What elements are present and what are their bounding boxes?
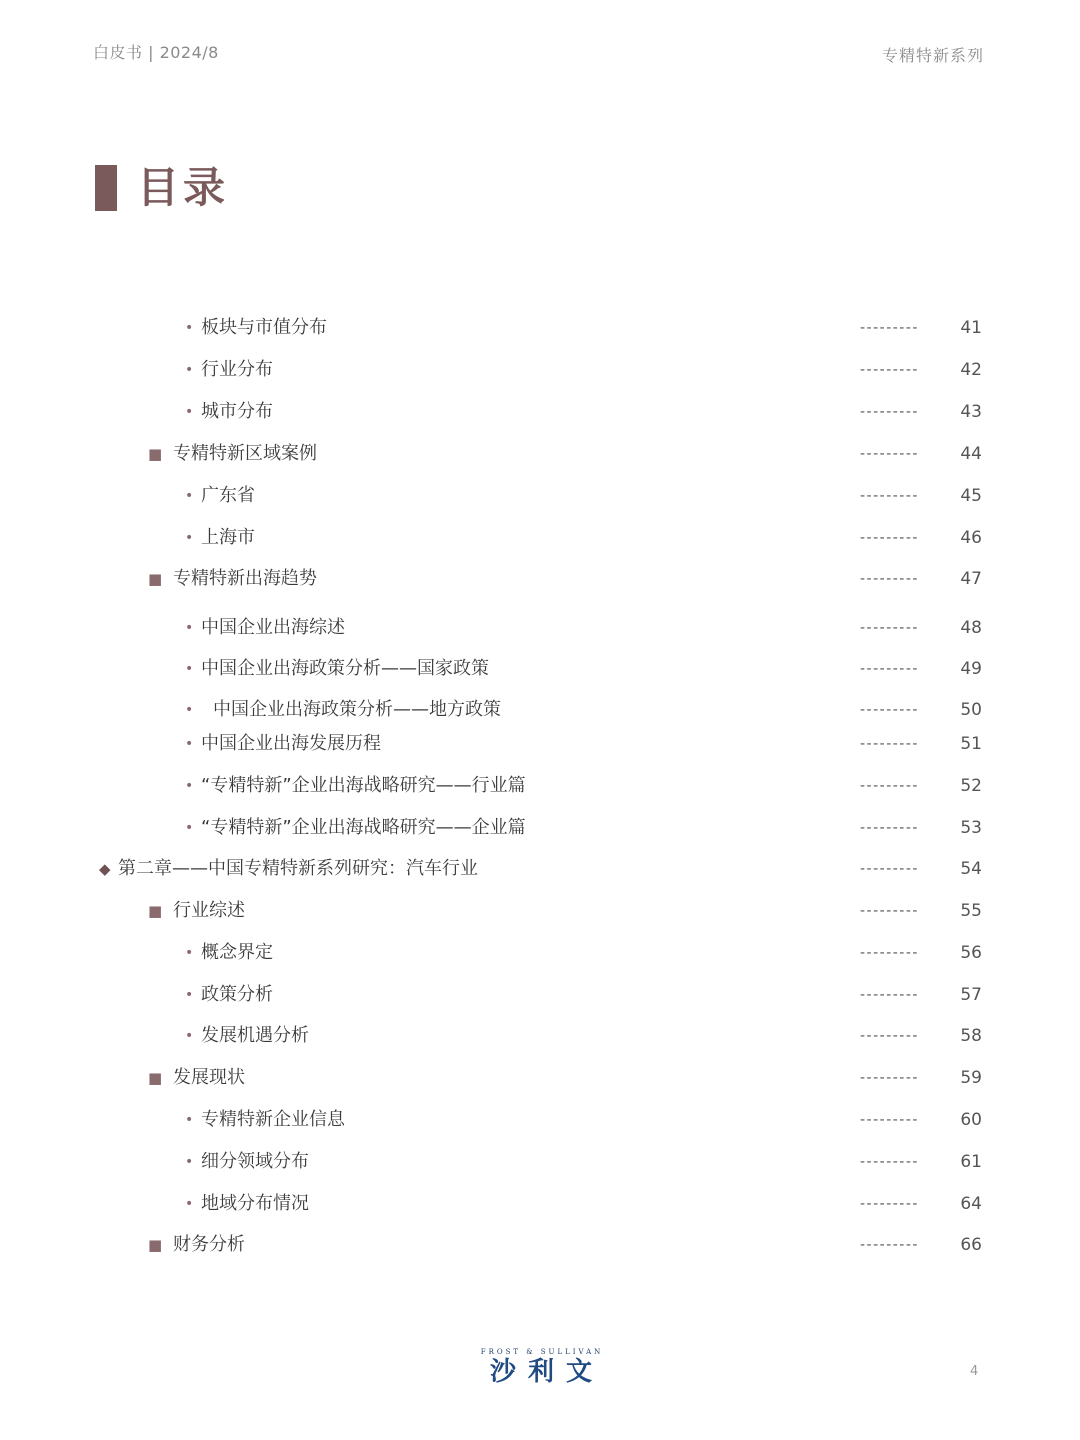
- dot-bullet-icon: •: [185, 320, 194, 336]
- toc-page-number: 64: [960, 1194, 982, 1214]
- square-bullet-icon: ■: [148, 570, 163, 588]
- toc-dot-leader: ---------: [860, 702, 919, 718]
- toc-dot-leader: ---------: [860, 778, 919, 794]
- toc-entry[interactable]: [0, 771, 1080, 801]
- toc-entry-label: 地域分布情况: [201, 1193, 309, 1214]
- toc-entry[interactable]: [0, 1230, 1080, 1260]
- toc-page-number: 53: [960, 818, 982, 838]
- toc-entry-label: 政策分析: [201, 984, 273, 1005]
- toc-entry-label: 专精特新出海趋势: [173, 568, 317, 589]
- toc-entry-label: 细分领域分布: [201, 1151, 309, 1172]
- header-left-text: 白皮书 | 2024/8: [93, 43, 219, 62]
- toc-entry-label: “专精特新”企业出海战略研究——行业篇: [201, 775, 526, 796]
- square-bullet-icon: ■: [148, 902, 163, 920]
- toc-entry[interactable]: [0, 523, 1080, 553]
- toc-entry-label: 板块与市值分布: [201, 317, 327, 338]
- toc-entry-label: 上海市: [201, 527, 255, 548]
- page-title: 目录: [137, 163, 230, 212]
- toc-page-number: 52: [960, 776, 982, 796]
- toc-entry[interactable]: [0, 1063, 1080, 1093]
- toc-entry-label: “专精特新”企业出海战略研究——企业篇: [201, 817, 526, 838]
- toc-entry[interactable]: [0, 397, 1080, 427]
- dot-bullet-icon: •: [185, 362, 194, 378]
- toc-page-number: 43: [960, 402, 982, 422]
- toc-entry-label: 中国企业出海政策分析——国家政策: [201, 658, 489, 679]
- toc-dot-leader: ---------: [860, 320, 919, 336]
- toc-entry[interactable]: [0, 938, 1080, 968]
- toc-entry-label: 行业综述: [173, 900, 245, 921]
- toc-entry-label: 概念界定: [201, 942, 273, 963]
- toc-dot-leader: ---------: [860, 1196, 919, 1212]
- toc-entry-label: 中国企业出海政策分析——地方政策: [213, 699, 501, 720]
- dot-bullet-icon: •: [185, 987, 194, 1003]
- toc-dot-leader: ---------: [860, 530, 919, 546]
- toc-dot-leader: ---------: [860, 1028, 919, 1044]
- toc-page-number: 50: [960, 700, 982, 720]
- dot-bullet-icon: •: [185, 945, 194, 961]
- toc-entry[interactable]: [0, 439, 1080, 469]
- toc-entry-label: 发展现状: [173, 1067, 245, 1088]
- toc-entry[interactable]: [0, 1147, 1080, 1177]
- toc-page-number: 54: [960, 859, 982, 879]
- dot-bullet-icon: •: [185, 778, 194, 794]
- toc-dot-leader: ---------: [860, 945, 919, 961]
- toc-dot-leader: ---------: [860, 661, 919, 677]
- header-right-text: 专精特新系列: [881, 46, 984, 65]
- toc-page-number: 48: [960, 618, 982, 638]
- toc-page-number: 47: [960, 569, 982, 589]
- toc-page-number: 57: [960, 985, 982, 1005]
- toc-entry[interactable]: [0, 1189, 1080, 1219]
- toc-dot-leader: ---------: [860, 1112, 919, 1128]
- toc-dot-leader: ---------: [860, 404, 919, 420]
- toc-entry[interactable]: [0, 729, 1080, 759]
- toc-dot-leader: ---------: [860, 987, 919, 1003]
- toc-page-number: 61: [960, 1152, 982, 1172]
- toc-dot-leader: ---------: [860, 1237, 919, 1253]
- toc-entry-label: 第二章——中国专精特新系列研究：汽车行业: [118, 858, 478, 879]
- toc-page-number: 49: [960, 659, 982, 679]
- toc-dot-leader: ---------: [860, 620, 919, 636]
- toc-entry-label: 中国企业出海发展历程: [201, 733, 381, 754]
- toc-entry-label: 广东省: [201, 485, 255, 506]
- toc-page-number: 51: [960, 734, 982, 754]
- toc-entry[interactable]: [0, 695, 1080, 725]
- toc-entry[interactable]: [0, 1021, 1080, 1051]
- frost-sullivan-logo: [472, 1348, 612, 1388]
- toc-entry[interactable]: [0, 813, 1080, 843]
- logo-chinese-text: 沙利文: [489, 1357, 604, 1387]
- dot-bullet-icon: •: [185, 620, 194, 636]
- toc-dot-leader: ---------: [860, 736, 919, 752]
- square-bullet-icon: ■: [148, 1069, 163, 1087]
- dot-bullet-icon: •: [185, 1154, 194, 1170]
- dot-bullet-icon: •: [185, 1028, 194, 1044]
- toc-dot-leader: ---------: [860, 488, 919, 504]
- page-number: 4: [970, 1364, 979, 1379]
- toc-entry[interactable]: [0, 313, 1080, 343]
- toc-dot-leader: ---------: [860, 820, 919, 836]
- dot-bullet-icon: •: [185, 1112, 194, 1128]
- toc-page-number: 56: [960, 943, 982, 963]
- toc-page-number: 59: [960, 1068, 982, 1088]
- toc-entry-label: 专精特新企业信息: [201, 1109, 345, 1130]
- dot-bullet-icon: •: [185, 661, 194, 677]
- toc-dot-leader: ---------: [860, 446, 919, 462]
- toc-entry-label: 中国企业出海综述: [201, 617, 345, 638]
- toc-dot-leader: ---------: [860, 1070, 919, 1086]
- toc-page-number: 46: [960, 528, 982, 548]
- toc-page-number: 66: [960, 1235, 982, 1255]
- toc-entry[interactable]: [0, 896, 1080, 926]
- toc-entry-label: 行业分布: [201, 359, 273, 380]
- dot-bullet-icon: •: [185, 1196, 194, 1212]
- toc-entry[interactable]: [0, 481, 1080, 511]
- toc-entry-label: 城市分布: [201, 401, 273, 422]
- dot-bullet-icon: •: [185, 820, 194, 836]
- diamond-bullet-icon: ◆: [99, 860, 111, 878]
- square-bullet-icon: ■: [148, 445, 163, 463]
- toc-entry[interactable]: [0, 980, 1080, 1010]
- toc-entry[interactable]: [0, 1105, 1080, 1135]
- toc-page-number: 55: [960, 901, 982, 921]
- toc-entry-label: 专精特新区域案例: [173, 443, 317, 464]
- dot-bullet-icon: •: [185, 736, 194, 752]
- toc-dot-leader: ---------: [860, 903, 919, 919]
- dot-bullet-icon: •: [185, 530, 194, 546]
- dot-bullet-icon: •: [185, 404, 194, 420]
- logo-english-text: FROST & SULLIVAN: [480, 1348, 604, 1356]
- toc-page-number: 44: [960, 444, 982, 464]
- square-bullet-icon: ■: [148, 1236, 163, 1254]
- toc-page-number: 45: [960, 486, 982, 506]
- toc-dot-leader: ---------: [860, 571, 919, 587]
- toc-entry[interactable]: [0, 854, 1080, 884]
- toc-dot-leader: ---------: [860, 1154, 919, 1170]
- toc-dot-leader: ---------: [860, 861, 919, 877]
- dot-bullet-icon: •: [185, 488, 194, 504]
- toc-page-number: 41: [960, 318, 982, 338]
- toc-entry[interactable]: [0, 355, 1080, 385]
- toc-page-number: 58: [960, 1026, 982, 1046]
- toc-page-number: 60: [960, 1110, 982, 1130]
- toc-entry-label: 财务分析: [173, 1234, 245, 1255]
- title-accent-bar: [95, 165, 117, 211]
- toc-entry[interactable]: [0, 564, 1080, 594]
- toc-entry[interactable]: [0, 613, 1080, 643]
- toc-dot-leader: ---------: [860, 362, 919, 378]
- toc-page-number: 42: [960, 360, 982, 380]
- dot-bullet-icon: •: [185, 702, 194, 718]
- toc-entry[interactable]: [0, 654, 1080, 684]
- toc-entry-label: 发展机遇分析: [201, 1025, 309, 1046]
